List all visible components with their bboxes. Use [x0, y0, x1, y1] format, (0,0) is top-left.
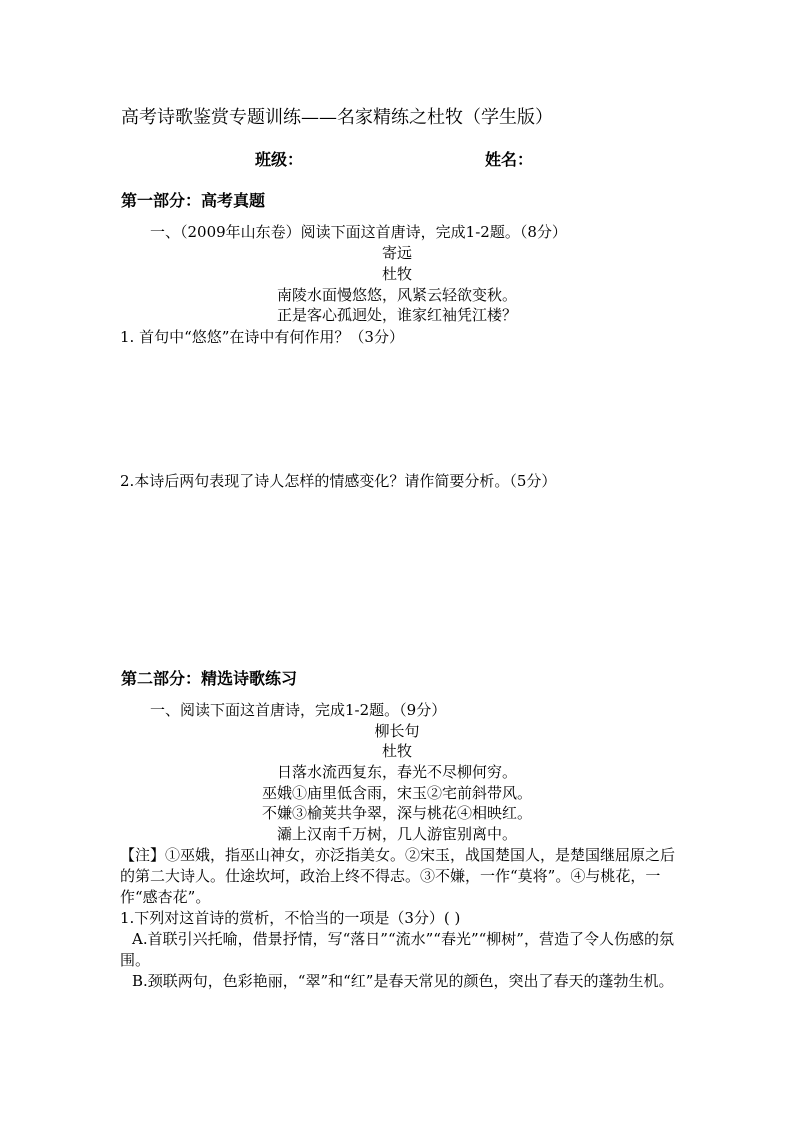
part2-intro: 一、阅读下面这首唐诗，完成1-2题。（9分）: [150, 701, 447, 719]
part2-poem-line: 日落水流西复东，春光不尽柳何穷。: [276, 763, 517, 781]
option-a: A.首联引兴托喻，借景抒情，写“落日”“流水”“春光”“柳树”，营造了令人伤感的氛围。: [120, 930, 674, 969]
part2-heading: 第二部分：精选诗歌练习: [121, 669, 298, 688]
part2-poem-title: 柳长句: [374, 722, 420, 740]
part1-poem-title: 寄远: [381, 244, 412, 262]
document-title: 高考诗歌鉴赏专题训练——名家精练之杜牧（学生版）: [121, 107, 553, 128]
part2-question-1: 1.下列对这首诗的赏析，不恰当的一项是（3分）( ): [120, 909, 461, 927]
part2-poem-line: 巫娥①庙里低含雨，宋玉②宅前斜带风。: [261, 784, 532, 802]
part1-intro: 一、（2009年山东卷）阅读下面这首唐诗，完成1-2题。（8分）: [150, 223, 567, 241]
option-b: B.颈联两句，色彩艳丽，“翠”和“红”是春天常见的颜色，突出了春天的蓬勃生机。: [132, 972, 674, 990]
part1-poem-author: 杜牧: [381, 265, 412, 283]
part2-poem-author: 杜牧: [381, 742, 412, 760]
part1-poem-line: 南陵水面慢悠悠，风紧云轻欲变秋。: [276, 286, 517, 304]
part1-question-2: 2.本诗后两句表现了诗人怎样的情感变化？请作简要分析。（5分）: [120, 472, 557, 490]
part2-note: 【注】①巫娥，指巫山神女，亦泛指美女。②宋玉，战国楚国人，是楚国继屈原之后的第二大诗人。仕途坎坷，政治上终不得志。③不嫌，一作“莫将”。④与桃花，一作“感杏花”。: [120, 846, 676, 905]
part2-poem-line: 不嫌③榆荚共争翠，深与桃花④相映红。: [261, 804, 532, 822]
part1-question-1: 1. 首句中“悠悠”在诗中有何作用？（3分）: [120, 328, 404, 346]
class-label: 班级：: [255, 150, 304, 169]
part2-poem-line: 灞上汉南千万树，几人游宦别离中。: [276, 825, 517, 843]
part1-poem-line: 正是客心孤迥处，谁家红袖凭江楼？: [276, 306, 517, 324]
name-label: 姓名：: [485, 150, 534, 169]
part1-heading: 第一部分：高考真题: [121, 191, 266, 210]
